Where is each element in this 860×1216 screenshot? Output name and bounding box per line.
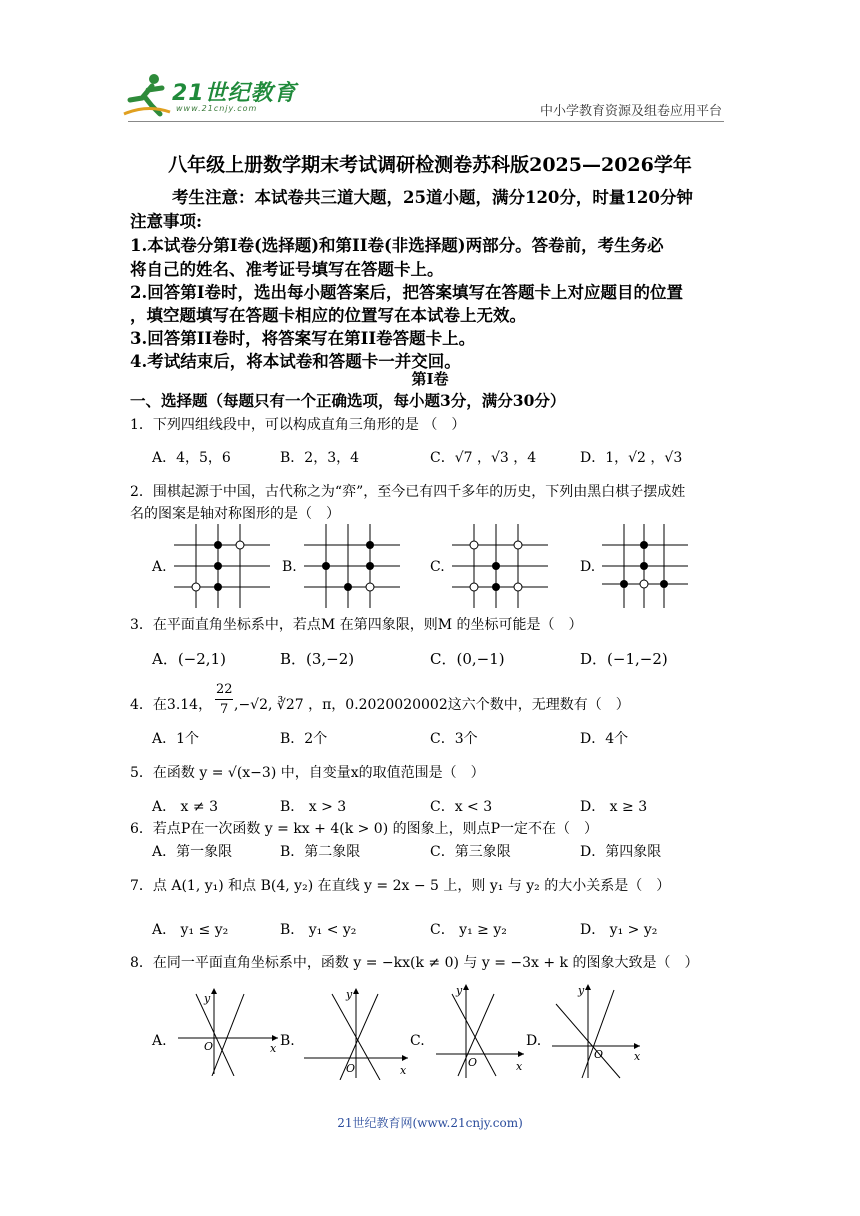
option-d: D. — [526, 1033, 542, 1049]
question-stem: 3．在平面直角坐标系中，若点M 在第四象限，则M 的坐标可能是（ ） — [130, 617, 583, 633]
x-axis-label: x — [516, 1060, 523, 1073]
option-a: A. — [152, 1033, 167, 1049]
y-axis-label: y — [456, 984, 463, 997]
notice-item: ，填空题填写在答题卡相应的位置写在本试卷上无效。 — [130, 306, 526, 325]
question-stem: 6．若点P在一次函数 y = kx + 4(k > 0) 的图象上，则点P一定不在（ ） — [130, 821, 599, 837]
option-c: C. — [410, 1033, 425, 1049]
option-a: A．第一象限 — [152, 844, 233, 860]
option-a: A．(−2,1) — [152, 650, 226, 668]
question-stem-part: ,−√2, ∛27 ，π，0.2020020002这六个数中，无理数有（ ） — [234, 697, 630, 713]
question-stem: 8．在同一平面直角坐标系中，函数 y = −kx(k ≠ 0) 与 y = −3x + k 的图象大致是（ ） — [130, 955, 699, 971]
question-stem: 1．下列四组线段中，可以构成直角三角形的是 （ ） — [130, 417, 466, 433]
x-axis-label: x — [634, 1050, 641, 1063]
header-divider — [128, 121, 724, 122]
option-d: D． x ≥ 3 — [580, 799, 648, 815]
y-axis-label: y — [578, 984, 585, 997]
y-axis-label: y — [346, 988, 353, 1001]
option-b: B. — [280, 1033, 295, 1049]
graph-a-icon — [174, 984, 284, 1076]
option-a: A. — [152, 559, 167, 575]
option-b: B．(3,−2) — [280, 650, 355, 668]
go-board-a-icon — [174, 524, 270, 608]
option-c: C．3个 — [430, 731, 478, 747]
option-b: B．2个 — [280, 731, 328, 747]
option-b: B. — [282, 559, 297, 575]
origin-label: O — [468, 1056, 478, 1069]
origin-label: O — [204, 1040, 214, 1053]
platform-name: 中小学教育资源及组卷应用平台 — [540, 104, 723, 119]
notice-item: 4.考试结束后，将本试卷和答题卡一并交回。 — [130, 352, 461, 371]
logo-url: www.21cnjy.com — [176, 104, 258, 113]
option-c: C．(0,−1) — [430, 650, 505, 668]
graph-d-icon — [548, 980, 644, 1080]
notice-item: 3.回答第II卷时，将答案写在第II卷答题卡上。 — [130, 329, 476, 348]
notice-item: 将自己的姓名、准考证号填写在答题卡上。 — [130, 260, 444, 279]
option-a: A．1个 — [152, 731, 200, 747]
fraction-numerator: 22 — [216, 682, 233, 697]
page-title: 八年级上册数学期末考试调研检测卷苏科版2025—2026学年 — [168, 154, 692, 176]
x-axis-label: x — [400, 1064, 407, 1077]
option-d: D. — [580, 559, 596, 575]
notice-item: 2.回答第Ⅰ卷时，选出每小题答案后，把答案填写在答题卡上对应题目的位置 — [130, 283, 683, 302]
question-stem-part: 4．在3.14， — [130, 697, 213, 713]
option-b: B．2，3，4 — [280, 450, 360, 466]
option-b: B． y₁ < y₂ — [280, 922, 357, 938]
option-d: D．4个 — [580, 731, 629, 747]
option-b: B．第二象限 — [280, 844, 361, 860]
x-axis-label: x — [270, 1042, 277, 1055]
option-a: A． x ≠ 3 — [152, 799, 218, 815]
question-stem: 7．点 A(1, y₁) 和点 B(4, y₂) 在直线 y = 2x − 5 上，则 y₁ 与 y₂ 的大小关系是（ ） — [130, 878, 671, 894]
question-stem-cont: 名的图案是轴对称图形的是（ ） — [130, 506, 340, 522]
origin-label: O — [346, 1062, 356, 1075]
option-a: A．4，5，6 — [152, 450, 231, 466]
part-label: 第Ⅰ卷 — [411, 370, 449, 388]
option-d: D．1，√2 ，√3 — [580, 450, 683, 466]
option-a: A． y₁ ≤ y₂ — [152, 922, 229, 938]
footer-link[interactable]: 21世纪教育网(www.21cnjy.com) — [337, 1116, 523, 1130]
option-c: C．第三象限 — [430, 844, 511, 860]
go-board-b-icon — [304, 524, 400, 608]
go-board-d-icon — [602, 524, 688, 608]
fraction-bar — [215, 699, 233, 700]
section-heading: 一、选择题（每题只有一个正确选项，每小题3分，满分30分） — [130, 391, 566, 410]
option-c: C． y₁ ≥ y₂ — [430, 922, 507, 938]
fraction-denominator: 7 — [220, 702, 229, 717]
graph-c-icon — [432, 980, 528, 1080]
option-d: D． y₁ > y₂ — [580, 922, 658, 938]
graph-b-icon — [300, 984, 412, 1080]
go-board-c-icon — [452, 524, 548, 608]
question-stem: 2．围棋起源于中国，古代称之为“弈”，至今已有四千多年的历史，下列由黑白棋子摆成姓 — [130, 484, 686, 500]
option-d: D．(−1,−2) — [580, 650, 668, 668]
option-c: C. — [430, 559, 445, 575]
notice-heading: 注意事项: — [130, 212, 203, 231]
option-d: D．第四象限 — [580, 844, 662, 860]
logo-runner-icon — [122, 70, 172, 120]
y-axis-label: y — [204, 992, 211, 1005]
logo-text: 21世纪教育 — [172, 81, 297, 106]
question-stem: 5．在函数 y = √(x−3) 中，自变量x的取值范围是（ ） — [130, 765, 485, 781]
notice-item: 1.本试卷分第Ⅰ卷(选择题)和第II卷(非选择题)两部分。答卷前，考生务必 — [130, 236, 664, 255]
notice-line: 考生注意：本试卷共三道大题，25道小题，满分120分，时量120分钟 — [172, 188, 693, 207]
origin-label: O — [594, 1048, 604, 1061]
option-c: C．x < 3 — [430, 799, 493, 815]
option-c: C．√7 ，√3 ，4 — [430, 450, 537, 466]
option-b: B． x > 3 — [280, 799, 347, 815]
